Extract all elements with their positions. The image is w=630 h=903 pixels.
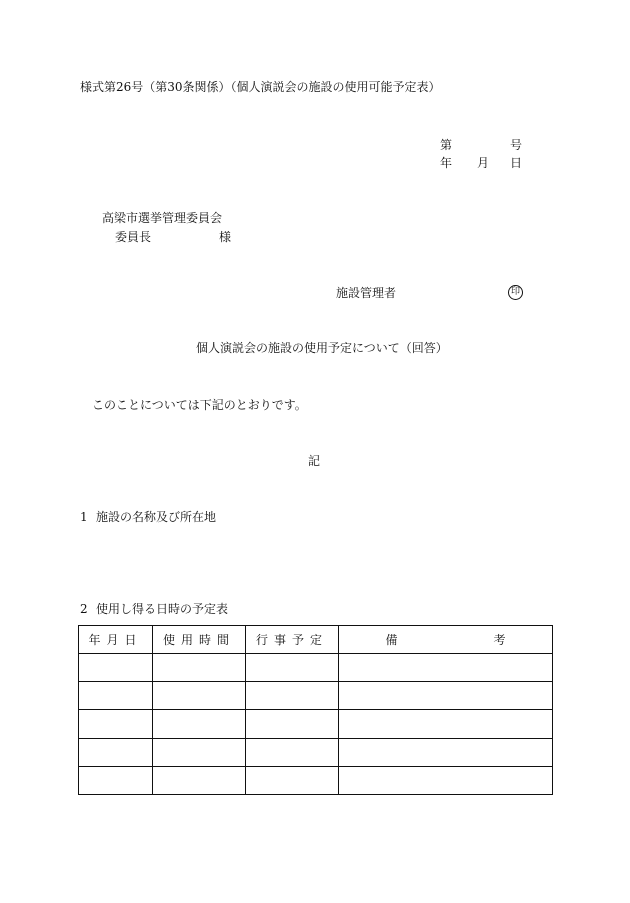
table-cell	[79, 682, 153, 710]
table-cell	[339, 766, 553, 794]
table-cell	[153, 766, 246, 794]
item-2-number: 2	[80, 602, 88, 616]
table-row	[79, 766, 553, 794]
table-cell	[79, 654, 153, 682]
header-event-plan: 行事予定	[246, 626, 339, 654]
table-cell	[246, 710, 339, 738]
table-row	[79, 682, 553, 710]
table-cell	[339, 738, 553, 766]
table-cell	[246, 654, 339, 682]
table-cell	[79, 766, 153, 794]
table-row	[79, 710, 553, 738]
table-row	[79, 738, 553, 766]
number-go: 号	[510, 138, 523, 152]
table-cell	[339, 710, 553, 738]
table-cell	[153, 738, 246, 766]
addressee-title: 委員長	[115, 230, 152, 244]
date-day: 日	[510, 156, 523, 170]
table-cell	[153, 682, 246, 710]
schedule-table	[78, 625, 553, 795]
sender-label: 施設管理者	[336, 286, 397, 300]
addressee-honorific: 様	[219, 230, 232, 244]
table-cell	[339, 682, 553, 710]
date-year: 年	[440, 156, 453, 170]
number-dai: 第	[440, 138, 453, 152]
header-remarks-bi: 備	[385, 633, 398, 647]
header-date: 年月日	[79, 626, 153, 654]
table-cell	[246, 682, 339, 710]
addressee-org: 高梁市選挙管理委員会	[102, 211, 223, 225]
header-remarks-kou: 考	[493, 633, 506, 647]
table-cell	[153, 654, 246, 682]
schedule-header-row	[79, 626, 553, 654]
table-row	[79, 654, 553, 682]
table-cell	[339, 654, 553, 682]
table-cell	[153, 710, 246, 738]
table-cell	[79, 738, 153, 766]
body-text: このことについては下記のとおりです。	[92, 398, 307, 412]
table-cell	[246, 738, 339, 766]
header-usage-time: 使用時間	[153, 626, 246, 654]
seal-icon: 印	[508, 285, 523, 300]
header-remarks	[339, 626, 553, 654]
table-cell	[246, 766, 339, 794]
subject-line: 個人演説会の施設の使用予定について（回答）	[196, 341, 448, 355]
item-1-number: 1	[80, 510, 88, 524]
item-2-label: 使用し得る日時の予定表	[96, 602, 229, 616]
date-month: 月	[477, 156, 490, 170]
ki-heading: 記	[308, 454, 321, 468]
item-1-label: 施設の名称及び所在地	[96, 510, 217, 524]
table-cell	[79, 710, 153, 738]
form-title: 様式第26号（第30条関係）（個人演説会の施設の使用可能予定表）	[80, 80, 441, 94]
